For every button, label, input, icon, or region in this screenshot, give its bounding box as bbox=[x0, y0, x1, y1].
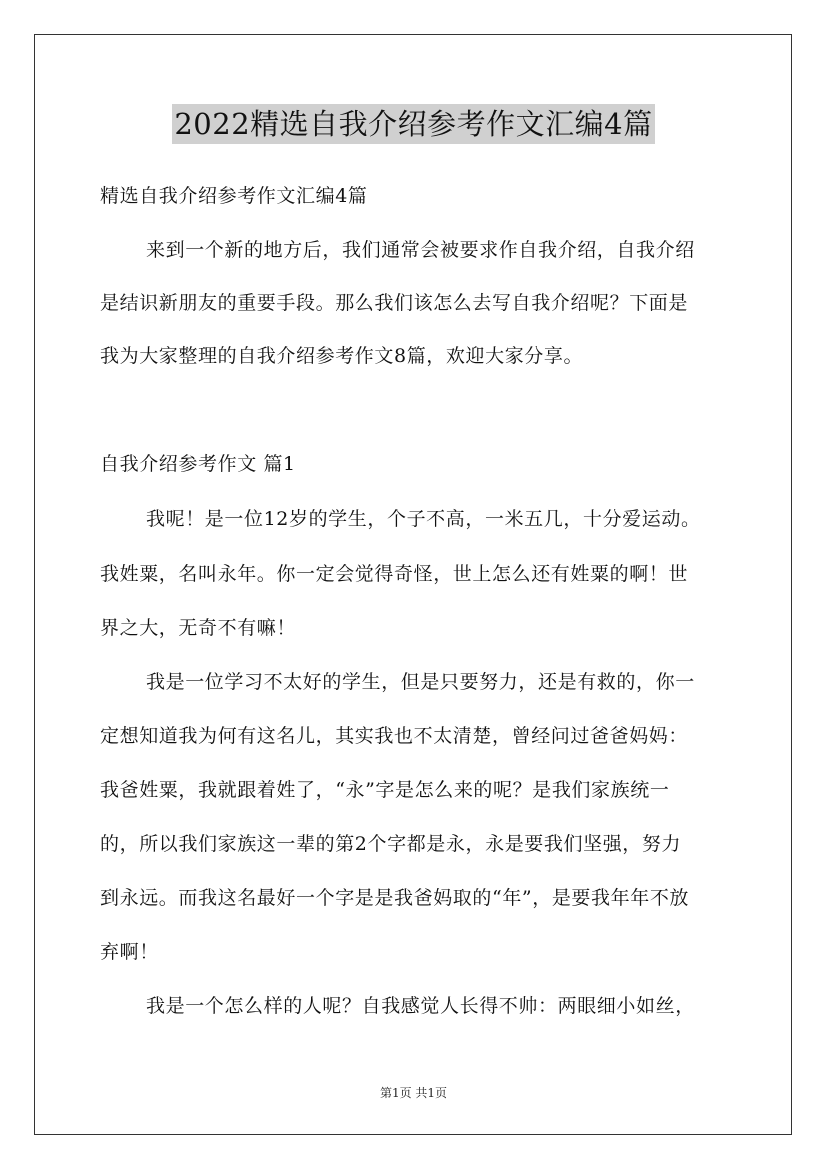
paragraph-line: 我爸姓粟，我就跟着姓了，“永”字是怎么来的呢？是我们家族统一 bbox=[100, 779, 670, 801]
paragraph-line: 我为大家整理的自我介绍参考作文8篇，欢迎大家分享。 bbox=[100, 345, 584, 367]
paragraph-line: 定想知道我为何有这名儿，其实我也不太清楚，曾经问过爸爸妈妈： bbox=[100, 725, 689, 747]
paragraph-line: 我是一个怎么样的人呢？自我感觉人长得不帅：两眼细小如丝， bbox=[146, 995, 695, 1017]
paragraph-line: 界之大，无奇不有嘛！ bbox=[100, 617, 297, 639]
paragraph-line: 到永远。而我这名最好一个字是是我爸妈取的“年”，是要我年年不放 bbox=[100, 887, 690, 909]
paragraph-line: 我呢！是一位12岁的学生，个子不高，一米五几，十分爱运动。 bbox=[146, 508, 701, 530]
paragraph-line: 我姓粟，名叫永年。你一定会觉得奇怪，世上怎么还有姓粟的啊！世 bbox=[100, 563, 689, 585]
paragraph-line: 我是一位学习不太好的学生，但是只要努力，还是有救的，你一 bbox=[146, 671, 695, 693]
paragraph-line: 的，所以我们家族这一辈的第2个字都是永，永是要我们坚强，努力 bbox=[100, 833, 682, 855]
page-footer: 第1页 共1页 bbox=[379, 1086, 448, 1100]
paragraph-line: 来到一个新的地方后，我们通常会被要求作自我介绍，自我介绍 bbox=[146, 239, 695, 261]
document-subtitle: 精选自我介绍参考作文汇编4篇 bbox=[100, 185, 368, 207]
document-title: 2022精选自我介绍参考作文汇编4篇 bbox=[172, 104, 654, 144]
paragraph-line: 是结识新朋友的重要手段。那么我们该怎么去写自我介绍呢？下面是 bbox=[100, 292, 689, 314]
section-heading: 自我介绍参考作文 篇1 bbox=[100, 453, 296, 475]
title-container bbox=[0, 104, 827, 144]
paragraph-line: 弃啊！ bbox=[100, 941, 159, 963]
